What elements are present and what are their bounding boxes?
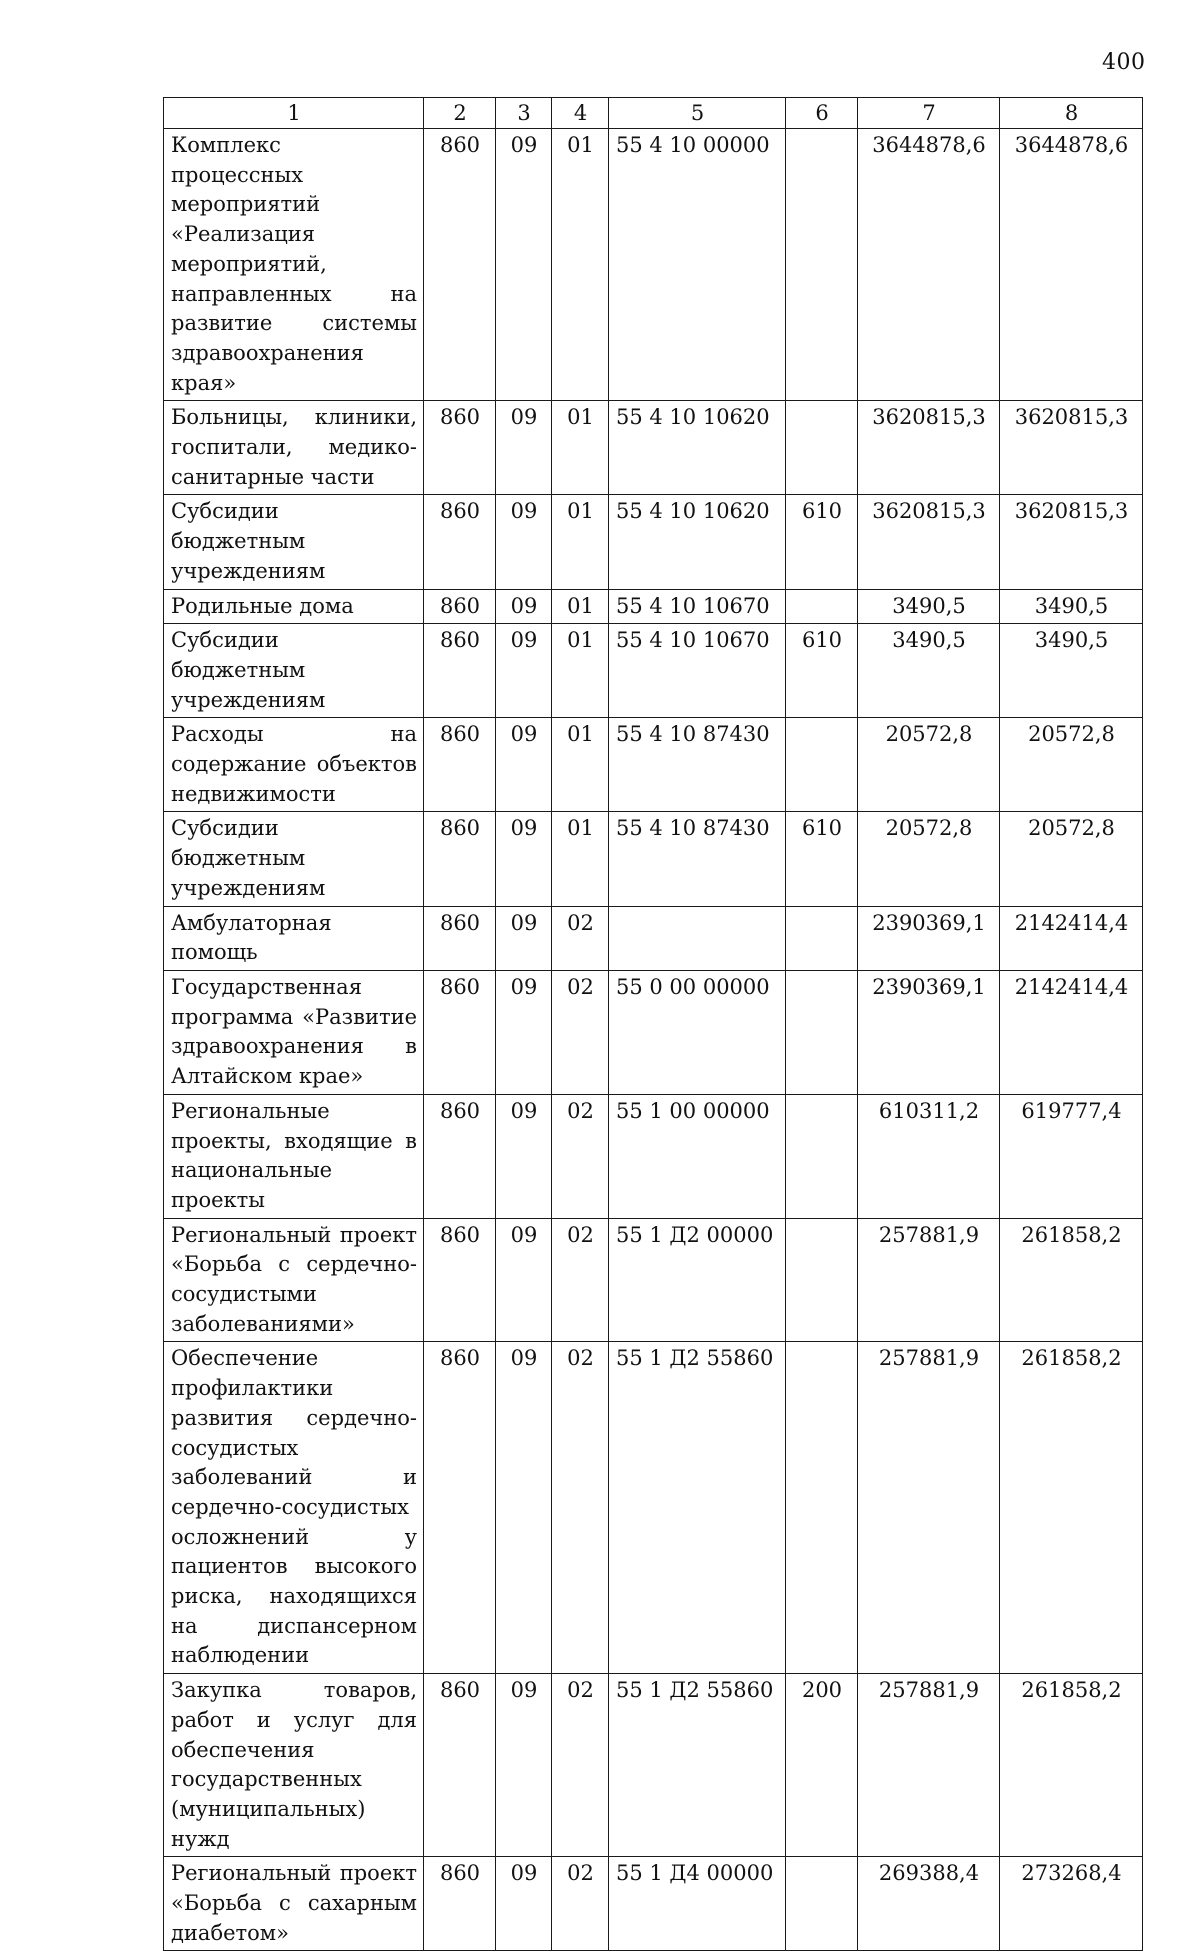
column-header: 5 xyxy=(609,98,786,129)
cell-section: 09 xyxy=(496,624,552,718)
cell-ministry-code: 860 xyxy=(424,129,496,401)
cell-name: Субсидии бюджетным учреждениям xyxy=(164,812,424,906)
cell-amount-col7: 610311,2 xyxy=(858,1094,1000,1218)
cell-amount-col7: 3490,5 xyxy=(858,624,1000,718)
cell-subsection: 01 xyxy=(552,812,609,906)
cell-ministry-code: 860 xyxy=(424,624,496,718)
cell-ministry-code: 860 xyxy=(424,970,496,1094)
cell-expense-type xyxy=(786,718,858,812)
cell-amount-col8: 3620815,3 xyxy=(1000,401,1143,495)
cell-target-article: 55 4 10 10670 xyxy=(609,624,786,718)
column-header: 6 xyxy=(786,98,858,129)
cell-name: Больницы, клиники, госпитали, медико-санитарные части xyxy=(164,401,424,495)
cell-amount-col8: 261858,2 xyxy=(1000,1218,1143,1342)
cell-ministry-code: 860 xyxy=(424,495,496,589)
cell-section: 09 xyxy=(496,1094,552,1218)
table-row xyxy=(164,1674,1143,1857)
cell-amount-col7: 20572,8 xyxy=(858,812,1000,906)
cell-expense-type xyxy=(786,129,858,401)
cell-expense-type xyxy=(786,906,858,970)
cell-amount-col8: 261858,2 xyxy=(1000,1342,1143,1674)
table-header-row xyxy=(164,98,1143,129)
table-row xyxy=(164,624,1143,718)
cell-section: 09 xyxy=(496,1857,552,1951)
cell-expense-type xyxy=(786,1094,858,1218)
cell-amount-col8: 3620815,3 xyxy=(1000,495,1143,589)
cell-amount-col7: 3644878,6 xyxy=(858,129,1000,401)
cell-subsection: 01 xyxy=(552,624,609,718)
table-row xyxy=(164,906,1143,970)
cell-expense-type: 610 xyxy=(786,495,858,589)
cell-section: 09 xyxy=(496,401,552,495)
cell-name: Расходы на содержание объектов недвижимости xyxy=(164,718,424,812)
cell-name: Региональные проекты, входящие в национальные проекты xyxy=(164,1094,424,1218)
cell-target-article: 55 1 Д2 55860 xyxy=(609,1674,786,1857)
page-number: 400 xyxy=(1102,50,1146,75)
cell-expense-type xyxy=(786,1342,858,1674)
cell-name: Родильные дома xyxy=(164,589,424,624)
cell-expense-type xyxy=(786,1857,858,1951)
table-row xyxy=(164,1857,1143,1951)
cell-ministry-code: 860 xyxy=(424,1857,496,1951)
cell-amount-col7: 3490,5 xyxy=(858,589,1000,624)
column-header: 1 xyxy=(164,98,424,129)
cell-amount-col7: 257881,9 xyxy=(858,1342,1000,1674)
table-row xyxy=(164,970,1143,1094)
cell-expense-type: 610 xyxy=(786,624,858,718)
cell-name: Обеспечение профилактики развития сердечно-сосудистых заболеваний и сердечно-сосудистых осложнений у пациентов высокого риска, находящихся на диспансерном наблюдении xyxy=(164,1342,424,1674)
table-row xyxy=(164,589,1143,624)
cell-amount-col8: 619777,4 xyxy=(1000,1094,1143,1218)
cell-section: 09 xyxy=(496,718,552,812)
cell-amount-col8: 273268,4 xyxy=(1000,1857,1143,1951)
cell-section: 09 xyxy=(496,906,552,970)
cell-name: Субсидии бюджетным учреждениям xyxy=(164,495,424,589)
table-body xyxy=(164,129,1143,1951)
cell-name: Комплекс процессных мероприятий «Реализация мероприятий, направленных на развитие системы здравоохранения края» xyxy=(164,129,424,401)
table-row xyxy=(164,718,1143,812)
cell-name: Государственная программа «Развитие здравоохранения в Алтайском крае» xyxy=(164,970,424,1094)
cell-name: Закупка товаров, работ и услуг для обеспечения государственных (муниципальных) нужд xyxy=(164,1674,424,1857)
cell-expense-type xyxy=(786,401,858,495)
cell-name: Субсидии бюджетным учреждениям xyxy=(164,624,424,718)
cell-expense-type: 200 xyxy=(786,1674,858,1857)
cell-subsection: 02 xyxy=(552,1094,609,1218)
cell-ministry-code: 860 xyxy=(424,1342,496,1674)
table-row xyxy=(164,495,1143,589)
cell-section: 09 xyxy=(496,1218,552,1342)
cell-ministry-code: 860 xyxy=(424,401,496,495)
table-row xyxy=(164,129,1143,401)
cell-section: 09 xyxy=(496,970,552,1094)
cell-expense-type xyxy=(786,589,858,624)
budget-table xyxy=(163,97,1143,1951)
cell-subsection: 02 xyxy=(552,1857,609,1951)
cell-name: Региональный проект «Борьба с сердечно-сосудистыми заболеваниями» xyxy=(164,1218,424,1342)
cell-amount-col8: 20572,8 xyxy=(1000,812,1143,906)
cell-expense-type: 610 xyxy=(786,812,858,906)
cell-section: 09 xyxy=(496,495,552,589)
table-row xyxy=(164,1218,1143,1342)
cell-section: 09 xyxy=(496,812,552,906)
cell-amount-col8: 3490,5 xyxy=(1000,624,1143,718)
cell-ministry-code: 860 xyxy=(424,1218,496,1342)
cell-ministry-code: 860 xyxy=(424,906,496,970)
cell-subsection: 02 xyxy=(552,1218,609,1342)
cell-expense-type xyxy=(786,970,858,1094)
cell-amount-col8: 261858,2 xyxy=(1000,1674,1143,1857)
cell-section: 09 xyxy=(496,1674,552,1857)
cell-target-article: 55 4 10 10670 xyxy=(609,589,786,624)
cell-target-article: 55 1 Д2 55860 xyxy=(609,1342,786,1674)
cell-target-article: 55 4 10 87430 xyxy=(609,718,786,812)
table-row xyxy=(164,1342,1143,1674)
cell-section: 09 xyxy=(496,1342,552,1674)
cell-amount-col8: 3644878,6 xyxy=(1000,129,1143,401)
cell-ministry-code: 860 xyxy=(424,1674,496,1857)
cell-ministry-code: 860 xyxy=(424,812,496,906)
cell-name: Амбулаторная помощь xyxy=(164,906,424,970)
column-header: 4 xyxy=(552,98,609,129)
cell-ministry-code: 860 xyxy=(424,718,496,812)
cell-amount-col7: 257881,9 xyxy=(858,1674,1000,1857)
cell-amount-col7: 20572,8 xyxy=(858,718,1000,812)
cell-name: Региональный проект «Борьба с сахарным диабетом» xyxy=(164,1857,424,1951)
cell-subsection: 02 xyxy=(552,1674,609,1857)
cell-amount-col7: 2390369,1 xyxy=(858,906,1000,970)
cell-amount-col7: 269388,4 xyxy=(858,1857,1000,1951)
column-header: 7 xyxy=(858,98,1000,129)
cell-target-article: 55 1 Д2 00000 xyxy=(609,1218,786,1342)
cell-subsection: 02 xyxy=(552,906,609,970)
cell-amount-col7: 2390369,1 xyxy=(858,970,1000,1094)
cell-target-article: 55 4 10 00000 xyxy=(609,129,786,401)
cell-subsection: 01 xyxy=(552,129,609,401)
cell-target-article: 55 0 00 00000 xyxy=(609,970,786,1094)
cell-amount-col7: 257881,9 xyxy=(858,1218,1000,1342)
cell-subsection: 02 xyxy=(552,1342,609,1674)
cell-target-article: 55 4 10 10620 xyxy=(609,401,786,495)
table-row xyxy=(164,812,1143,906)
cell-target-article: 55 4 10 10620 xyxy=(609,495,786,589)
cell-ministry-code: 860 xyxy=(424,1094,496,1218)
cell-amount-col7: 3620815,3 xyxy=(858,495,1000,589)
column-header: 2 xyxy=(424,98,496,129)
cell-target-article: 55 4 10 87430 xyxy=(609,812,786,906)
cell-subsection: 01 xyxy=(552,495,609,589)
cell-expense-type xyxy=(786,1218,858,1342)
cell-ministry-code: 860 xyxy=(424,589,496,624)
cell-subsection: 01 xyxy=(552,401,609,495)
table-row xyxy=(164,401,1143,495)
cell-subsection: 02 xyxy=(552,970,609,1094)
cell-subsection: 01 xyxy=(552,718,609,812)
cell-amount-col8: 20572,8 xyxy=(1000,718,1143,812)
column-header: 8 xyxy=(1000,98,1143,129)
cell-target-article: 55 1 Д4 00000 xyxy=(609,1857,786,1951)
cell-target-article xyxy=(609,906,786,970)
table-row xyxy=(164,1094,1143,1218)
cell-amount-col8: 2142414,4 xyxy=(1000,970,1143,1094)
cell-amount-col8: 2142414,4 xyxy=(1000,906,1143,970)
cell-amount-col7: 3620815,3 xyxy=(858,401,1000,495)
cell-target-article: 55 1 00 00000 xyxy=(609,1094,786,1218)
cell-amount-col8: 3490,5 xyxy=(1000,589,1143,624)
cell-section: 09 xyxy=(496,589,552,624)
column-header: 3 xyxy=(496,98,552,129)
cell-section: 09 xyxy=(496,129,552,401)
cell-subsection: 01 xyxy=(552,589,609,624)
